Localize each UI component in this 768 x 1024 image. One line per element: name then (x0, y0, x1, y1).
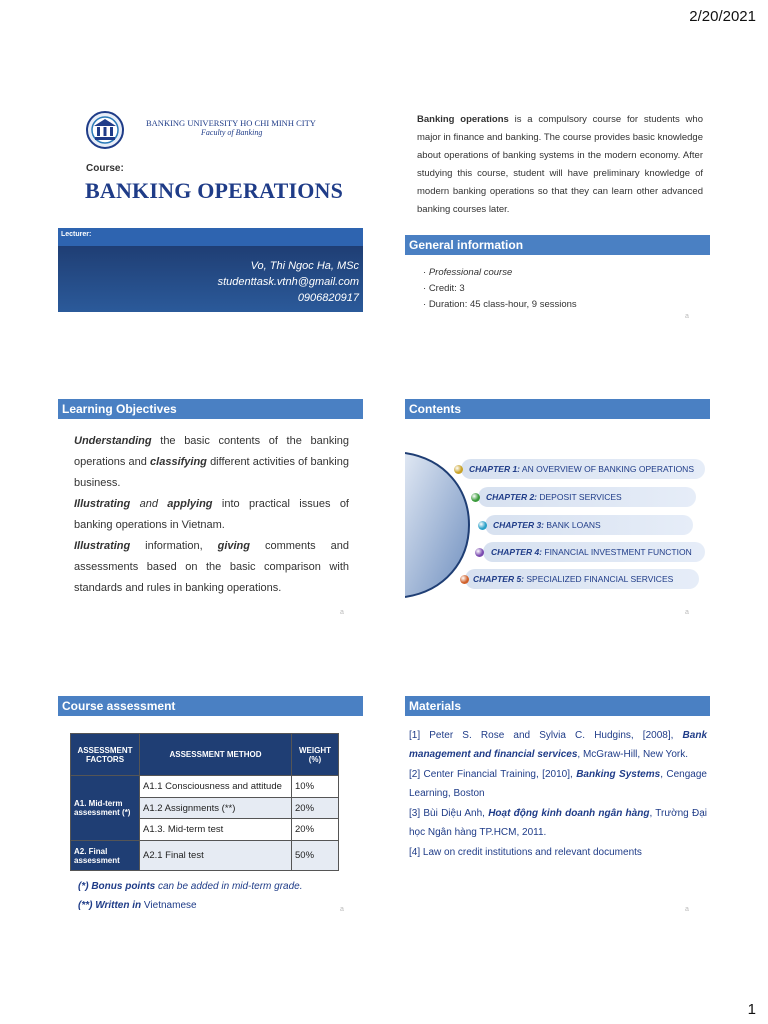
list-item: · Duration: 45 class-hour, 9 sessions (423, 299, 577, 310)
print-date: 2/20/2021 (689, 8, 756, 25)
table-row: A2. Final assessment A2.1 Final test 50% (71, 841, 339, 871)
chapter-item-5: CHAPTER 5: SPECIALIZED FINANCIAL SERVICES (465, 569, 699, 589)
note-written: (**) Written in Vietnamese (78, 900, 197, 911)
chapter-bead-icon (471, 493, 480, 502)
slide-learning-objectives (58, 399, 363, 624)
note-bonus: (*) Bonus points can be added in mid-term grade. (78, 881, 303, 892)
slide-dot: a (685, 609, 689, 616)
slide-dot: a (340, 609, 344, 616)
slide-course-assessment (58, 696, 363, 921)
col-method: ASSESSMENT METHOD (140, 734, 292, 776)
learning-objectives-header: Learning Objectives (58, 399, 363, 419)
table-row: A1.2 Assignments (**) 20% (71, 798, 339, 819)
intro-bold: Banking operations (417, 114, 509, 125)
lecturer-phone: 0906820917 (297, 292, 359, 304)
slide-dot: a (340, 906, 344, 913)
list-item: · Professional course (423, 267, 513, 278)
factor-a2: A2. Final assessment (71, 841, 140, 871)
faculty-name: Faculty of Banking (201, 128, 263, 137)
materials-header: Materials (405, 696, 710, 716)
factor-a1: A1. Mid-term assessment (*) (71, 776, 140, 841)
chapter-bead-icon (460, 575, 469, 584)
objective-3: Illustrating information, giving comments and assessments based on the basic comparison with standards and rules in banking operations. (74, 540, 349, 594)
col-weight: WEIGHT (%) (292, 734, 339, 776)
lecturer-info (58, 246, 363, 312)
contents-header: Contents (405, 399, 710, 419)
table-row: A1.3. Mid-term test 20% (71, 819, 339, 841)
general-info-header: General information (405, 235, 710, 255)
chapter-bead-icon (478, 521, 487, 530)
objective-1: Understanding the basic contents of the banking operations and classifying different activities of banking business. (74, 435, 349, 489)
list-item: [4] Law on credit institutions and relevant documents (409, 847, 642, 858)
assessment-table (70, 733, 339, 871)
course-assessment-header: Course assessment (58, 696, 363, 716)
objective-2: Illustrating and applying into practical issues of banking operations in Vietnam. (74, 498, 349, 531)
page-number: 1 (747, 1001, 756, 1018)
general-info-list (423, 265, 577, 313)
objectives-text (74, 431, 349, 599)
slide-title (58, 100, 363, 325)
slide-dot: a (685, 906, 689, 913)
chapter-bead-icon (454, 465, 463, 474)
lecturer-email: studenttask.vtnh@gmail.com (217, 276, 359, 288)
course-intro (417, 111, 703, 219)
chapter-item-4: CHAPTER 4: FINANCIAL INVESTMENT FUNCTION (483, 542, 705, 562)
university-logo-icon (85, 110, 125, 150)
chapter-item-1: CHAPTER 1: AN OVERVIEW OF BANKING OPERATIONS (461, 459, 705, 479)
slide-general-info (405, 103, 710, 328)
chapter-item-3: CHAPTER 3: BANK LOANS (485, 515, 693, 535)
col-factors: ASSESSMENT FACTORS (71, 734, 140, 776)
course-label: Course: (86, 163, 124, 174)
lecturer-bar (58, 228, 363, 246)
list-item: [2] Center Financial Training, [2010], Banking Systems, Cengage Learning, Boston (409, 769, 707, 799)
intro-text: is a compulsory course for students who major in finance and banking. The course provides basic knowledge about operations of banking systems in the modern economy. After studying this course, student will have preliminary knowledge of modern banking operations so that they can learn other advanced banking courses later. (417, 114, 703, 215)
slide-dot: a (685, 313, 689, 320)
list-item: · Credit: 3 (423, 283, 465, 294)
university-name: BANKING UNIVERSITY HO CHI MINH CITY (146, 118, 316, 128)
materials-list (409, 726, 707, 863)
chapter-item-2: CHAPTER 2: DEPOSIT SERVICES (478, 487, 696, 507)
lecturer-name: Vo, Thi Ngoc Ha, MSc (250, 260, 359, 272)
table-row: A1. Mid-term assessment (*) A1.1 Consciousness and attitude 10% (71, 776, 339, 798)
list-item: [1] Peter S. Rose and Sylvia C. Hudgins, [2008], Bank management and financial services, McGraw-Hill, New York. (409, 730, 707, 760)
chapter-bead-icon (475, 548, 484, 557)
list-item: [3] Bùi Diệu Anh, Hoạt động kinh doanh ngân hàng, Trường Đại học Ngân hàng TP.HCM, 2011. (409, 808, 708, 838)
slide-contents (405, 399, 710, 624)
lecturer-label: Lecturer: (61, 231, 92, 238)
course-title: BANKING OPERATIONS (85, 178, 344, 203)
slide-materials (405, 696, 710, 921)
